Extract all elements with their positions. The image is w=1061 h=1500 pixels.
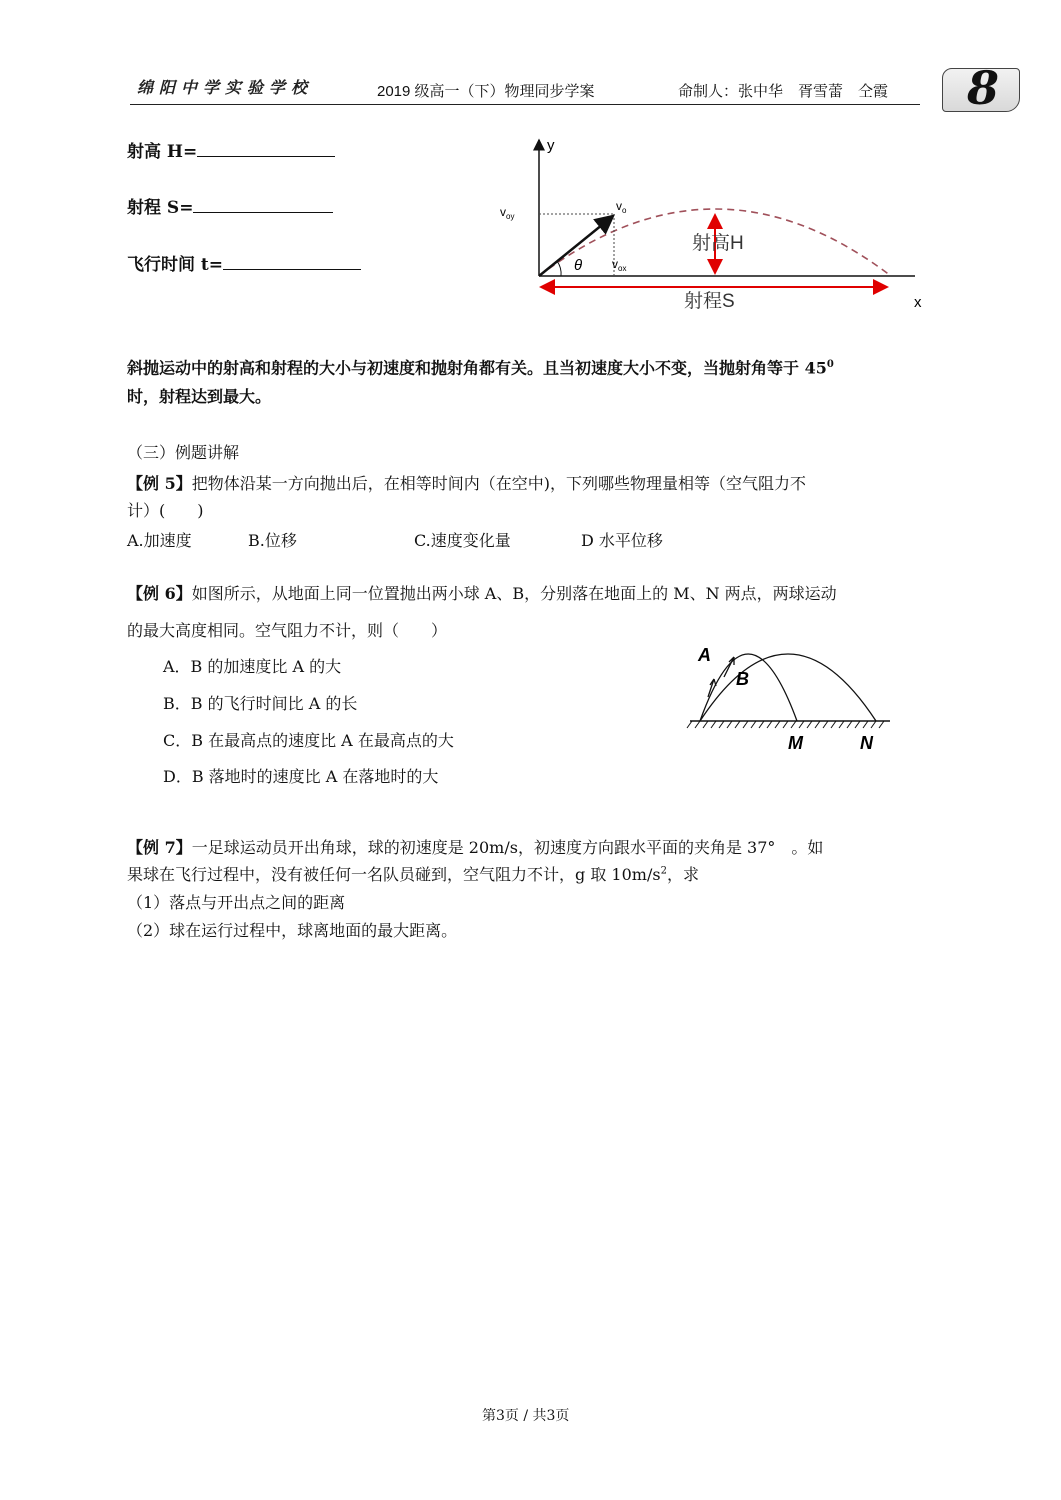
y-axis-label: y	[547, 137, 555, 154]
course-title: 2019 级高一（下）物理同步学案	[377, 83, 595, 100]
example-6-option-d[interactable]: D．B 落地时的速度比 A 在落地时的大	[163, 767, 439, 786]
two-ball-diagram	[680, 615, 900, 760]
range-label: 射程 S=	[127, 198, 194, 218]
height-field	[127, 137, 335, 162]
time-blank[interactable]	[223, 253, 361, 270]
page-footer: 第3页 / 共3页	[482, 1408, 570, 1424]
summary-line-1: 斜抛运动中的射高和射程的大小与初速度和抛射角都有关。且当初速度大小不变，当抛射角等于 $45^0$	[127, 358, 834, 378]
example-6-tag: 【例 6】	[127, 584, 192, 603]
example-6-question: 【例 6】如图所示，从地面上同一位置抛出两小球 A、B，分别落在地面上的 M、N 两点，两球运动	[127, 584, 837, 603]
vox-label: $v_{ox}$	[612, 257, 627, 273]
school-name: 绵阳中学实验学校	[137, 78, 314, 97]
section-title: （三）例题讲解	[127, 443, 240, 462]
authors: 命制人：张中华 胥雪蕾 仝霞	[678, 83, 889, 100]
voy-label: $v_{oy}$	[500, 205, 515, 221]
example-5-option-b[interactable]: B.位移	[248, 531, 297, 550]
ground-hatching	[687, 721, 884, 728]
label-a: A	[698, 645, 711, 665]
vo-label: $v_o$	[616, 199, 627, 215]
theta-arc	[557, 261, 561, 276]
trajectory-b	[700, 654, 876, 721]
summary-line-2: 时，射程达到最大。	[127, 387, 272, 407]
example-7-line-2: 果球在飞行过程中，没有被任何一名队员碰到，空气阻力不计，g 取 $10m/s^2$，求	[127, 865, 699, 884]
example-5-line-2: 计）( )	[127, 501, 204, 520]
example-6-option-c[interactable]: C．B 在最高点的速度比 A 在最高点的大	[163, 731, 454, 750]
example-6-line-2: 的最大高度相同。空气阻力不计，则（ ）	[127, 621, 448, 640]
example-6-option-b[interactable]: B．B 的飞行时间比 A 的长	[163, 694, 358, 713]
label-n: N	[860, 733, 873, 753]
example-7-subquestion-2: （2）球在运行过程中，球离地面的最大距离。	[127, 921, 458, 940]
x-axis-label: x	[914, 294, 922, 311]
example-7-tag: 【例 7】	[127, 838, 192, 857]
page-badge	[942, 61, 1020, 115]
example-7-subquestion-1: （1）落点与开出点之间的距离	[127, 893, 346, 912]
label-b: B	[736, 669, 749, 689]
example-7-question: 【例 7】一足球运动员开出角球，球的初速度是 20m/s，初速度方向跟水平面的夹角是 37° 。如	[127, 838, 824, 857]
header-divider	[130, 104, 920, 105]
theta-label: θ	[574, 257, 583, 274]
example-5-question: 【例 5】把物体沿某一方向抛出后，在相等时间内（在空中)，下列哪些物理量相等（空气阻力不	[127, 474, 806, 493]
example-5-option-c[interactable]: C.速度变化量	[414, 531, 511, 550]
time-field	[127, 250, 361, 275]
arrow-b	[724, 657, 734, 677]
height-arrow-label: 射高H	[692, 233, 744, 254]
range-arrow-label: 射程S	[684, 291, 735, 312]
example-6-option-a[interactable]: A．B 的加速度比 A 的大	[163, 657, 342, 676]
time-label: 飞行时间 t=	[127, 255, 224, 275]
range-field	[127, 193, 333, 218]
height-blank[interactable]	[197, 140, 335, 157]
page-badge-number: 8	[967, 61, 1000, 115]
range-blank[interactable]	[193, 196, 333, 213]
summary-paragraph	[127, 350, 947, 411]
height-label: 射高 H=	[127, 142, 198, 162]
example-5-option-a[interactable]: A.加速度	[127, 531, 192, 550]
label-m: M	[788, 733, 803, 753]
projectile-diagram	[490, 130, 940, 320]
example-5-option-d[interactable]: D 水平位移	[581, 531, 663, 550]
example-5-tag: 【例 5】	[127, 474, 192, 493]
